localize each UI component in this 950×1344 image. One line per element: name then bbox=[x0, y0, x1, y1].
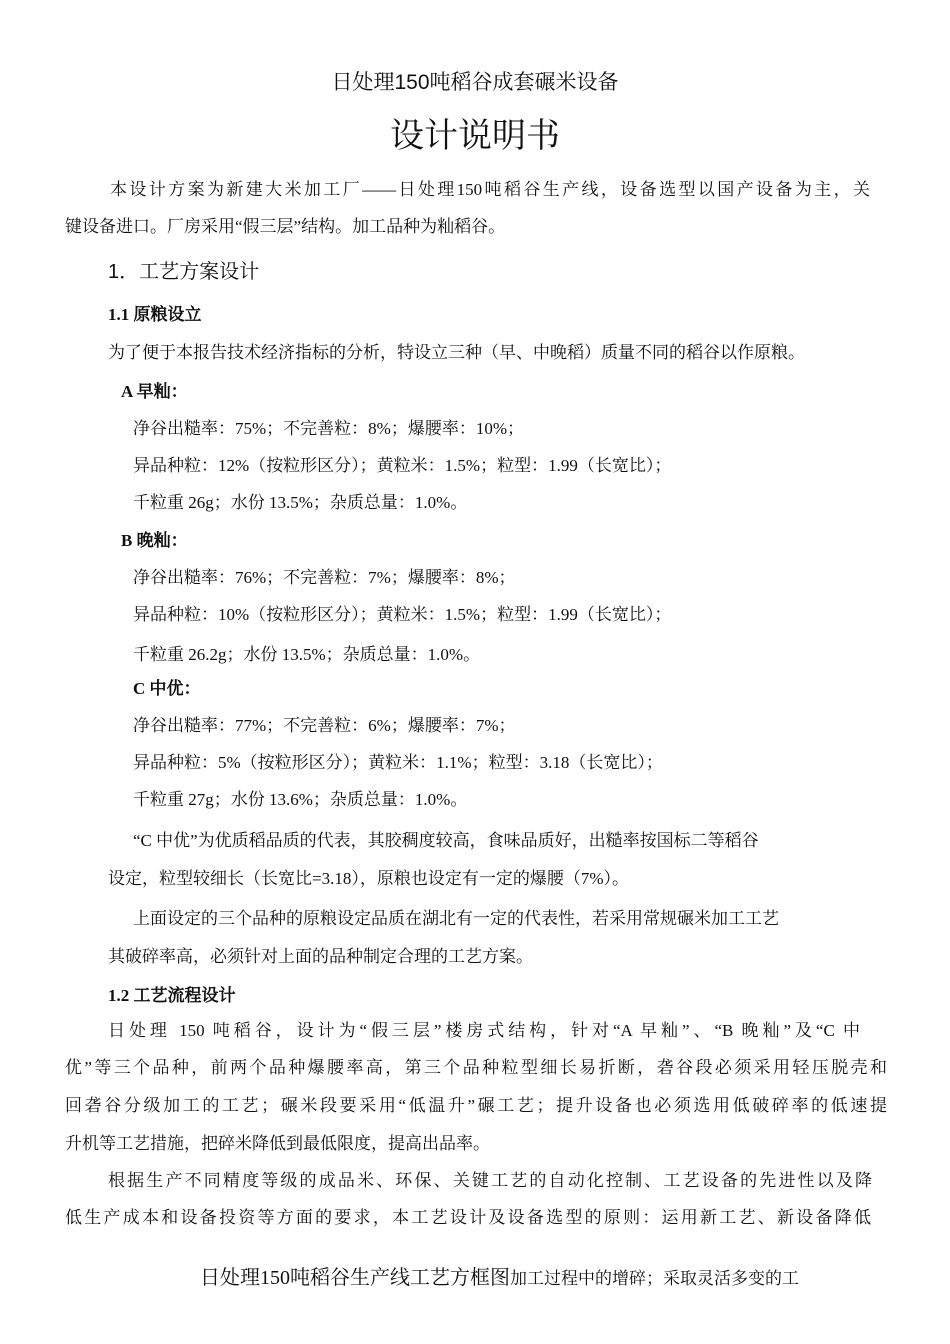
paragraph-line: 根据生产不同精度等级的成品米、环保、关键工艺的自动化控制、工艺设备的先进性以及降 bbox=[108, 1171, 872, 1190]
paragraph-line: “C 中优”为优质稻品质的代表，其胶稠度较高，食味品质好，出糙率按国标二等稻谷 bbox=[133, 831, 759, 850]
document-subtitle: 设计说明书 bbox=[390, 117, 560, 155]
section-heading: 1．工艺方案设计 bbox=[108, 261, 260, 283]
variety-line: 异品种粒：5%（按粒形区分）；黄粒米：1.1%；粒型：3.18（长宽比）； bbox=[133, 753, 663, 772]
variety-line: 千粒重 27g；水份 13.6%；杂质总量：1.0%。 bbox=[133, 790, 468, 809]
footer-line bbox=[200, 1264, 799, 1293]
variety-line: 异品种粒：10%（按粒形区分）；黄粒米：1.5%；粒型：1.99（长宽比）； bbox=[133, 605, 672, 624]
paragraph-line: 为了便于本报告技术经济指标的分析，特设立三种（早、中晚稻）质量不同的稻谷以作原粮。 bbox=[108, 343, 805, 362]
flowchart-caption: 日处理150吨稻谷生产线工艺方框图 bbox=[200, 1267, 510, 1289]
document-title: 日处理150吨稻谷成套碾米设备 bbox=[331, 71, 619, 94]
variety-line: 净谷出糙率：77%；不完善粒：6%；爆腰率：7%； bbox=[133, 716, 516, 735]
variety-line: 净谷出糙率：75%；不完善粒：8%；爆腰率：10%； bbox=[133, 419, 524, 438]
paragraph-line: 回砻谷分级加工的工艺；碾米段要采用“低温升”碾工艺；提升设备也必须选用低破碎率的低速提 bbox=[65, 1096, 887, 1115]
variety-label: C 中优： bbox=[133, 679, 201, 698]
variety-label: B 晚籼： bbox=[121, 531, 188, 550]
paragraph-line: 升机等工艺措施，把碎米降低到最低限度，提高出品率。 bbox=[65, 1134, 490, 1153]
subsection-heading: 1.2 工艺流程设计 bbox=[108, 986, 236, 1005]
paragraph-continuation: 加工过程中的增碎；采取灵活多变的工 bbox=[510, 1269, 799, 1288]
paragraph-line: 设定，粒型较细长（长宽比=3.18），原粮也设定有一定的爆腰（7%）。 bbox=[108, 869, 629, 888]
paragraph-line: 低生产成本和设备投资等方面的要求，本工艺设计及设备选型的原则：运用新工艺、新设备降低 bbox=[65, 1208, 871, 1227]
intro-line: 键设备进口。厂房采用“假三层”结构。加工品种为籼稻谷。 bbox=[65, 217, 506, 236]
variety-label: A 早籼： bbox=[121, 382, 188, 401]
variety-line: 异品种粒：12%（按粒形区分）；黄粒米：1.5%；粒型：1.99（长宽比）； bbox=[133, 456, 672, 475]
subsection-heading: 1.1 原粮设立 bbox=[108, 305, 202, 324]
variety-line: 净谷出糙率：76%；不完善粒：7%；爆腰率：8%； bbox=[133, 568, 516, 587]
paragraph-line: 优”等三个品种，前两个品种爆腰率高，第三个品种粒型细长易折断，砻谷段必须采用轻压脱壳和 bbox=[65, 1058, 887, 1077]
intro-line: 本设计方案为新建大米加工厂——日处理150吨稻谷生产线，设备选型以国产设备为主，关 bbox=[110, 180, 870, 199]
paragraph-line: 其破碎率高，必须针对上面的品种制定合理的工艺方案。 bbox=[108, 947, 533, 966]
variety-line: 千粒重 26g；水份 13.5%；杂质总量：1.0%。 bbox=[133, 493, 468, 512]
paragraph-line: 日处理 150 吨稻谷，设计为“假三层”楼房式结构，针对“A 早籼”、“B 晚籼”及“C 中 bbox=[108, 1021, 860, 1040]
paragraph-line: 上面设定的三个品种的原粮设定品质在湖北有一定的代表性，若采用常规碾米加工工艺 bbox=[133, 909, 779, 928]
variety-line: 千粒重 26.2g；水份 13.5%；杂质总量：1.0%。 bbox=[133, 645, 481, 664]
